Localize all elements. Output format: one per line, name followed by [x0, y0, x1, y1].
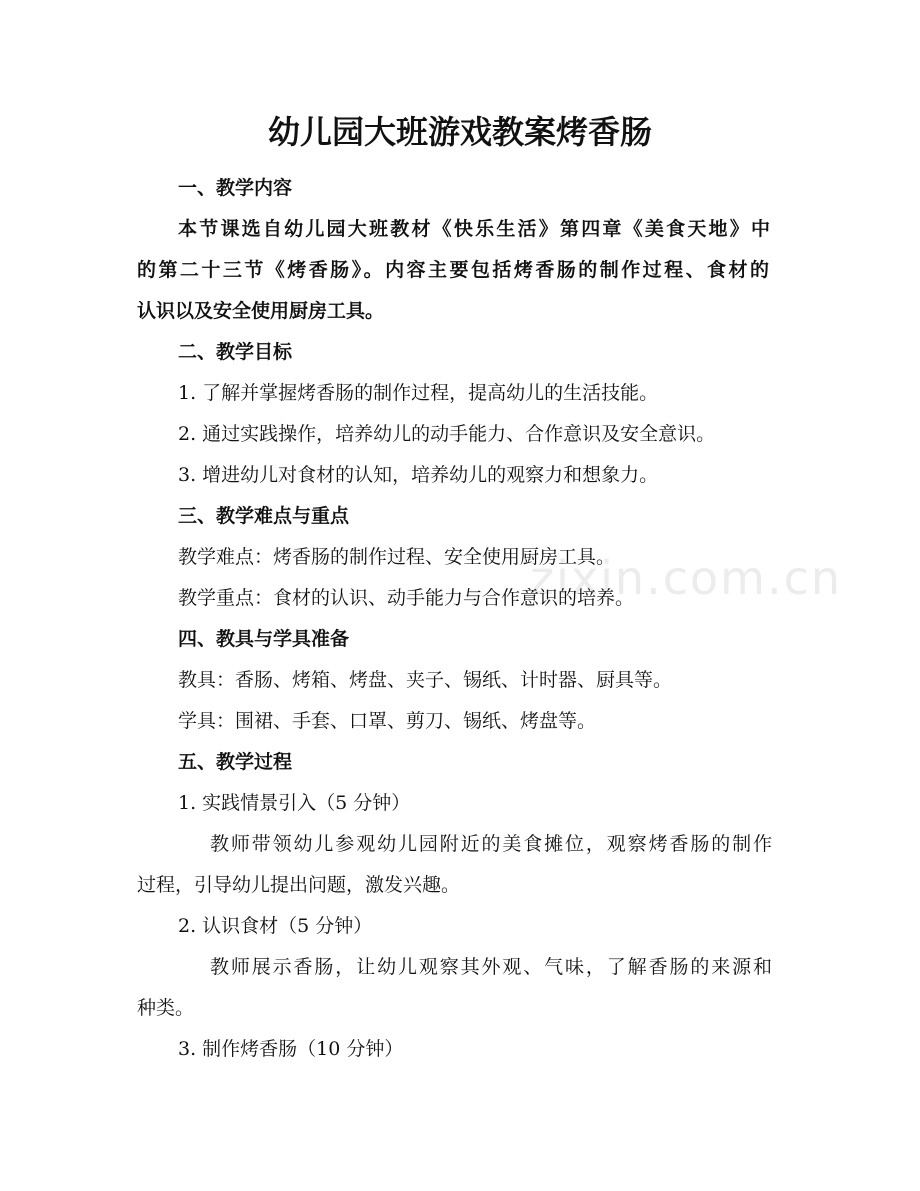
- goal-item: 1. 了解并掌握烤香肠的制作过程，提高幼儿的生活技能。: [178, 382, 659, 404]
- section-heading-key-points: 三、教学难点与重点: [178, 505, 350, 527]
- goal-item: 3. 增进幼儿对食材的认知，培养幼儿的观察力和想象力。: [178, 464, 659, 486]
- section-heading-process: 五、教学过程: [178, 751, 293, 773]
- section-heading-materials: 四、教具与学具准备: [178, 628, 350, 650]
- process-step-text: 教师带领幼儿参观幼儿园附近的美食摊位，观察烤香肠的制作: [210, 833, 772, 855]
- process-step-title: 1. 实践情景引入（5 分钟）: [178, 792, 411, 814]
- student-tools: 学具：围裙、手套、口罩、剪刀、锡纸、烤盘等。: [178, 710, 597, 732]
- content-paragraph-line-3: 认识以及安全使用厨房工具。: [137, 300, 385, 322]
- teacher-tools: 教具：香肠、烤箱、烤盘、夹子、锡纸、计时器、厨具等。: [178, 669, 673, 691]
- goal-item: 2. 通过实践操作，培养幼儿的动手能力、合作意识及安全意识。: [178, 423, 716, 445]
- process-step-text: 过程，引导幼儿提出问题，激发兴趣。: [137, 874, 461, 896]
- process-step-text: 教师展示香肠，让幼儿观察其外观、气味，了解香肠的来源和: [210, 956, 772, 978]
- teaching-difficulty: 教学难点：烤香肠的制作过程、安全使用厨房工具。: [178, 546, 616, 568]
- content-paragraph-line-1: 本节课选自幼儿园大班教材《快乐生活》第四章《美食天地》中: [178, 218, 770, 240]
- teaching-focus: 教学重点：食材的认识、动手能力与合作意识的培养。: [178, 587, 635, 609]
- content-paragraph-line-2: 的第二十三节《烤香肠》。内容主要包括烤香肠的制作过程、食材的: [137, 259, 769, 281]
- section-heading-goals: 二、教学目标: [178, 341, 293, 363]
- section-heading-content: 一、教学内容: [178, 177, 293, 199]
- process-step-text: 种类。: [137, 997, 195, 1019]
- process-step-title: 2. 认识食材（5 分钟）: [178, 915, 373, 937]
- watermark: zixin.com.cn: [530, 551, 843, 605]
- process-step-title: 3. 制作烤香肠（10 分钟）: [178, 1038, 404, 1060]
- document-title: 幼儿园大班游戏教案烤香肠: [267, 113, 652, 151]
